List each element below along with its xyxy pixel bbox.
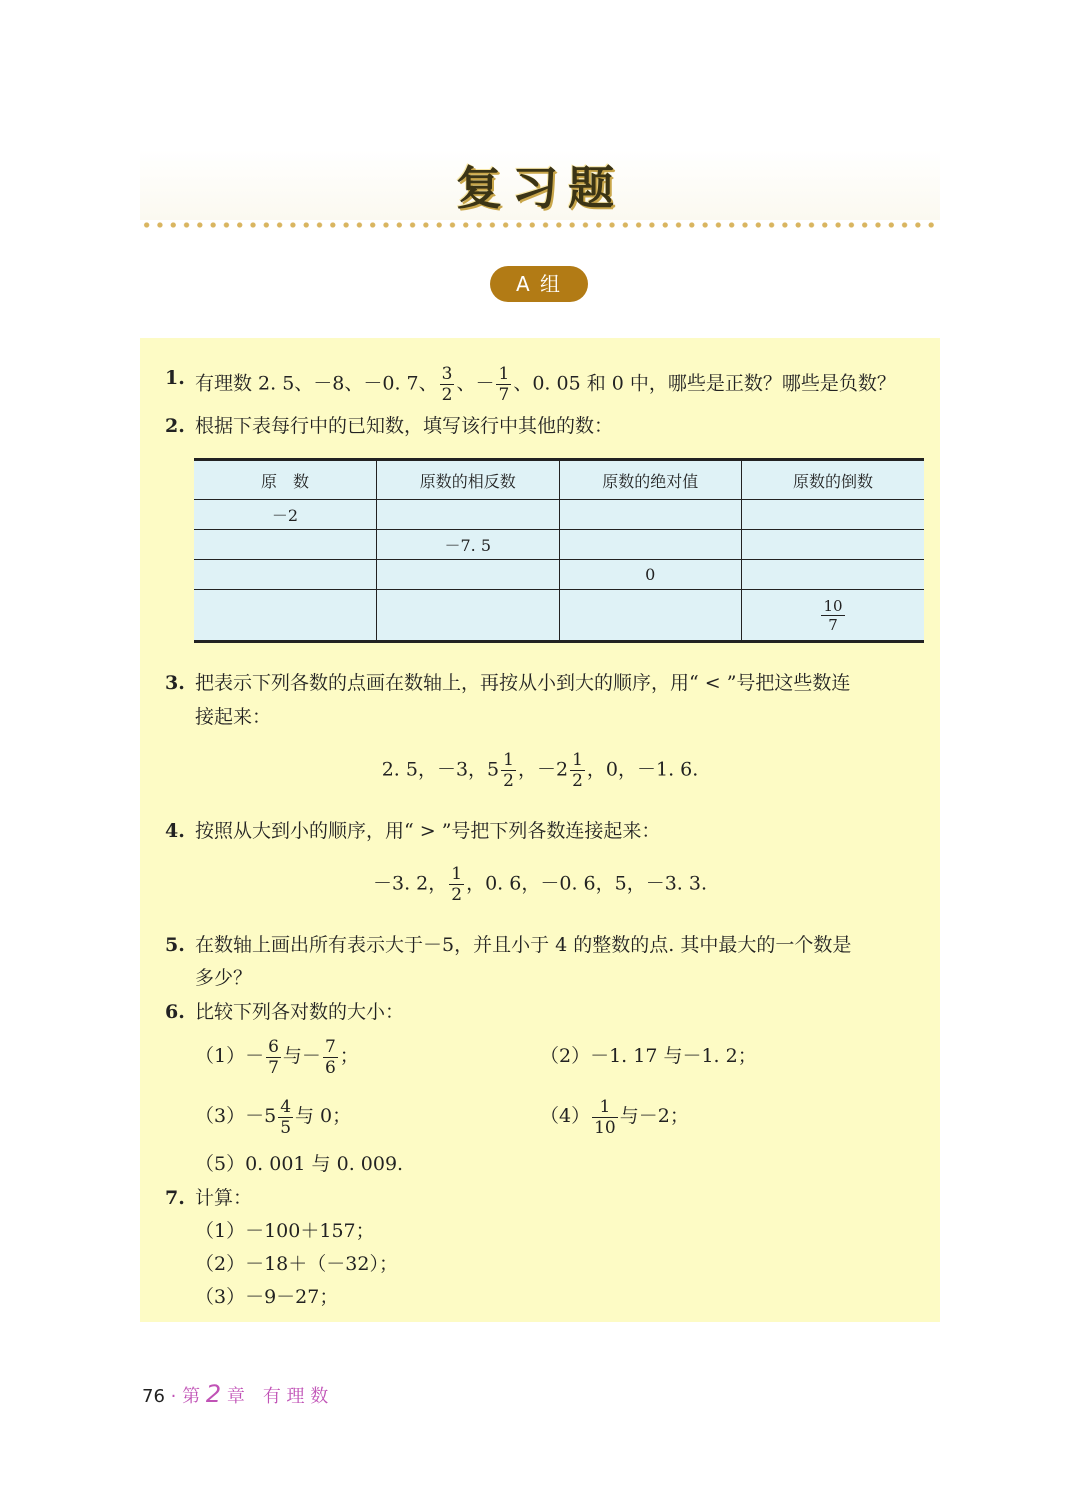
table-header: 原数的绝对值 — [559, 460, 742, 500]
q7-number: 7. — [165, 1187, 185, 1209]
table-cell: －7. 5 — [377, 530, 560, 560]
q1-text-b: 、－ — [456, 372, 495, 395]
q7-item: （2）－18＋（－32）； — [195, 1253, 398, 1275]
table-header-row — [194, 460, 924, 500]
q3-f2-den: 2 — [572, 771, 583, 791]
table-cell — [742, 590, 925, 642]
q6-p1-fraction-2 — [323, 1037, 338, 1078]
q1-f2-num: 1 — [498, 364, 510, 384]
q6-part-3 — [195, 1092, 351, 1140]
table-cell — [742, 500, 925, 530]
q1-fraction-2 — [496, 364, 511, 405]
q2-number: 2. — [165, 415, 185, 437]
q6-part-2: （2）－1. 17 与－1. 2； — [540, 1045, 757, 1067]
table-cell — [194, 530, 377, 560]
q1-f2-den: 7 — [498, 385, 510, 405]
q1-f1-den: 2 — [441, 385, 453, 405]
table-header: 原数的相反数 — [377, 460, 560, 500]
q4-f-num: 1 — [451, 864, 463, 884]
q6-p3-f-den: 5 — [280, 1117, 292, 1138]
table-cell — [559, 500, 742, 530]
table-cell: －2 — [194, 500, 377, 530]
table-cell — [377, 590, 560, 642]
table-cell — [742, 560, 925, 590]
q3-expr-a: 2. 5，－3，5 — [381, 758, 500, 781]
q3-expr-b: ，－2 — [517, 758, 569, 781]
table-cell — [559, 530, 742, 560]
group-badge: A 组 — [490, 266, 588, 302]
table-cell — [742, 530, 925, 560]
q6-p1-f2-den: 6 — [324, 1057, 336, 1078]
q4-f-den: 2 — [451, 885, 463, 905]
q4-text: 按照从大到小的顺序，用“ > ”号把下列各数连接起来： — [195, 820, 661, 842]
q5-line2: 多少？ — [195, 967, 253, 989]
q3-fraction-1 — [501, 750, 516, 791]
q6-p3-fraction — [278, 1097, 293, 1138]
table-cell: 0 — [559, 560, 742, 590]
chapter-label-b: 章 有 理 数 — [221, 1386, 329, 1407]
q6-p1-end: ； — [339, 1045, 359, 1067]
q6-p1-mid: 与－ — [282, 1045, 321, 1067]
table-row — [194, 590, 924, 642]
q3-f1-num: 1 — [503, 750, 514, 770]
q5-number: 5. — [165, 934, 185, 956]
table-cell — [559, 590, 742, 642]
reciprocal-fraction — [821, 597, 844, 634]
q3-fraction-2 — [570, 750, 585, 791]
table-cell — [377, 500, 560, 530]
frac-num: 10 — [823, 596, 843, 615]
q6-p3-f-num: 4 — [280, 1096, 292, 1117]
q6-text: 比较下列各对数的大小： — [195, 1001, 405, 1023]
footer-separator: · — [164, 1386, 183, 1407]
q6-p3-end: 与 0； — [295, 1105, 352, 1127]
table-header: 原数的倒数 — [742, 460, 925, 500]
q3-line1: 把表示下列各数的点画在数轴上，再按从小到大的顺序，用“ < ”号把这些数连 — [195, 672, 851, 694]
q6-p1-f1-den: 7 — [268, 1057, 279, 1078]
q3-line2: 接起来： — [195, 706, 272, 728]
q5-line1: 在数轴上画出所有表示大于－5，并且小于 4 的整数的点. 其中最大的一个数是 — [195, 934, 852, 956]
chapter-label-a: 第 — [182, 1386, 206, 1407]
q6-p1-label: （1）－ — [195, 1045, 265, 1067]
q4-fraction — [449, 864, 464, 905]
q1-text-c: 、0. 05 和 0 中，哪些是正数？哪些是负数？ — [513, 372, 896, 395]
q6-part-1 — [195, 1032, 359, 1080]
q3-f1-den: 2 — [503, 771, 514, 791]
q2-text: 根据下表每行中的已知数，填写该行中其他的数： — [195, 415, 614, 437]
q7-item: （1）－100＋157； — [195, 1220, 375, 1242]
q1-f1-num: 3 — [441, 364, 453, 384]
q6-p3-label: （3）－5 — [195, 1105, 277, 1127]
q4-number: 4. — [165, 820, 185, 842]
chapter-number: 2 — [205, 1380, 222, 1408]
q6-part-4 — [540, 1092, 689, 1140]
table-row — [194, 500, 924, 530]
q1-text-a: 有理数 2. 5、－8、－0. 7、 — [195, 372, 438, 395]
q6-number: 6. — [165, 1001, 185, 1023]
q4-expr-b: ，0. 6，－0. 6，5，－3. 3. — [466, 872, 707, 895]
page-number: 76 — [142, 1386, 165, 1407]
q3-f2-num: 1 — [572, 750, 583, 770]
table-cell — [194, 590, 377, 642]
q4-expr-a: －3. 2， — [373, 872, 448, 895]
frac-den: 7 — [828, 615, 838, 634]
q3-expr-c: ，0，－1. 6. — [586, 758, 699, 781]
page-footer — [142, 1380, 328, 1408]
q6-p4-end: 与－2； — [619, 1105, 689, 1127]
page-title: 复习题 — [456, 161, 624, 215]
q6-p4-fraction — [592, 1097, 618, 1138]
q7-text: 计算： — [195, 1187, 253, 1209]
q6-p1-f2-num: 7 — [324, 1036, 336, 1057]
q6-p1-f1-num: 6 — [268, 1036, 279, 1057]
q7-item: （3）－9－27； — [195, 1286, 339, 1308]
q3-number: 3. — [165, 672, 185, 694]
q6-p1-fraction-1 — [266, 1037, 281, 1078]
table-row — [194, 530, 924, 560]
q4-expression — [0, 864, 1080, 905]
q6-p4-f-num: 1 — [592, 1097, 618, 1118]
q6-p4-label: （4） — [540, 1105, 591, 1127]
dotted-divider — [140, 221, 940, 229]
q1-number: 1. — [165, 367, 185, 389]
q1-text — [195, 364, 896, 405]
table-cell — [377, 560, 560, 590]
q6-p4-f-den: 10 — [594, 1117, 616, 1138]
q3-expression — [0, 750, 1080, 791]
table-row — [194, 560, 924, 590]
table-header: 原 数 — [194, 460, 377, 500]
table-cell — [194, 560, 377, 590]
q6-part-5: （5）0. 001 与 0. 009. — [195, 1153, 404, 1175]
number-table — [194, 458, 924, 643]
q1-fraction-1 — [440, 364, 455, 405]
